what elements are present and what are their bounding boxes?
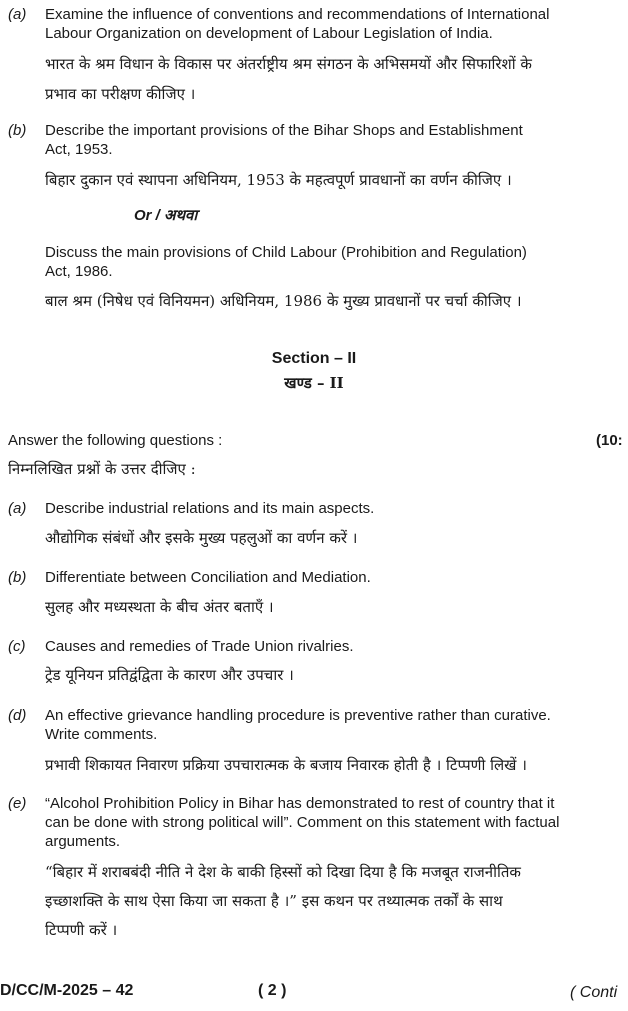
question-e-english-line-3: arguments. [45,833,121,850]
question-b-label: (b) [8,569,27,586]
part-b-alt-english-line-2: Act, 1986. [45,263,113,280]
section-title-english: Section – II [271,350,357,367]
instruction-english: Answer the following questions : [8,432,223,449]
instruction-hindi: निम्नलिखित प्रश्नों के उत्तर दीजिए : [8,460,196,478]
part-b-alt-english-line-1: Discuss the main provisions of Child Labour (Prohibition and Regulation) [45,244,527,261]
question-e-hindi-line-2: इच्छाशक्ति के साथ ऐसा किया जा सकता है ।” इस कथन पर तथ्यात्मक तर्कों के साथ [45,892,503,910]
or-separator: Or / अथवा [134,207,198,224]
question-e-english-line-2: can be done with strong political will”. Comment on this statement with factual [45,814,560,831]
part-a-label: (a) [8,6,27,23]
part-a-hindi-line-2: प्रभाव का परीक्षण कीजिए । [45,85,196,103]
page-number: ( 2 ) [258,982,287,999]
question-a-hindi: औद्योगिक संबंधों और इसके मुख्य पहलुओं का वर्णन करें । [45,529,358,547]
question-c-hindi: ट्रेड यूनियन प्रतिद्वंद्विता के कारण और उपचार । [45,666,294,684]
part-b-alt-hindi-line-1: बाल श्रम (निषेध एवं विनियमन) अधिनियम, 1986 के मुख्य प्रावधानों पर चर्चा कीजिए । [45,292,522,310]
question-e-english-line-1: “Alcohol Prohibition Policy in Bihar has demonstrated to rest of country that it [45,795,555,812]
question-b-hindi: सुलह और मध्यस्थता के बीच अंतर बताएँ । [45,598,274,616]
question-d-english-line-1: An effective grievance handling procedure is preventive rather than curative. [45,707,551,724]
question-e-hindi-line-1: “बिहार में शराबबंदी नीति ने देश के बाकी हिस्सों को दिखा दिया है कि मजबूत राजनीतिक [45,863,521,881]
paper-code: D/CC/M-2025 – 42 [0,982,134,999]
section-title-hindi: खण्ड – II [284,374,344,392]
question-a-english: Describe industrial relations and its main aspects. [45,500,375,517]
question-d-label: (d) [8,707,27,724]
question-c-english: Causes and remedies of Trade Union rivalries. [45,638,354,655]
question-e-label: (e) [8,795,27,812]
question-d-hindi: प्रभावी शिकायत निवारण प्रक्रिया उपचारात्मक के बजाय निवारक होती है । टिप्पणी लिखें । [45,756,527,774]
part-a-hindi-line-1: भारत के श्रम विधान के विकास पर अंतर्राष्ट्रीय श्रम संगठन के अभिसमयों और सिफारिशों के [45,55,532,73]
question-c-label: (c) [8,638,26,655]
question-e-hindi-line-3: टिप्पणी करें । [45,921,118,939]
marks-allocation: (10: [596,432,623,449]
part-b-english-line-1: Describe the important provisions of the Bihar Shops and Establishment [45,122,523,139]
question-d-english-line-2: Write comments. [45,726,158,743]
question-a-label: (a) [8,500,27,517]
continued-marker: ( Conti [570,984,618,1001]
part-b-hindi-line-1: बिहार दुकान एवं स्थापना अधिनियम, 1953 के महत्वपूर्ण प्रावधानों का वर्णन कीजिए । [45,171,512,189]
part-b-label: (b) [8,122,27,139]
part-a-english-line-1: Examine the influence of conventions and recommendations of International [45,6,550,23]
question-b-english: Differentiate between Conciliation and Mediation. [45,569,371,586]
part-b-english-line-2: Act, 1953. [45,141,113,158]
part-a-english-line-2: Labour Organization on development of Labour Legislation of India. [45,25,493,42]
